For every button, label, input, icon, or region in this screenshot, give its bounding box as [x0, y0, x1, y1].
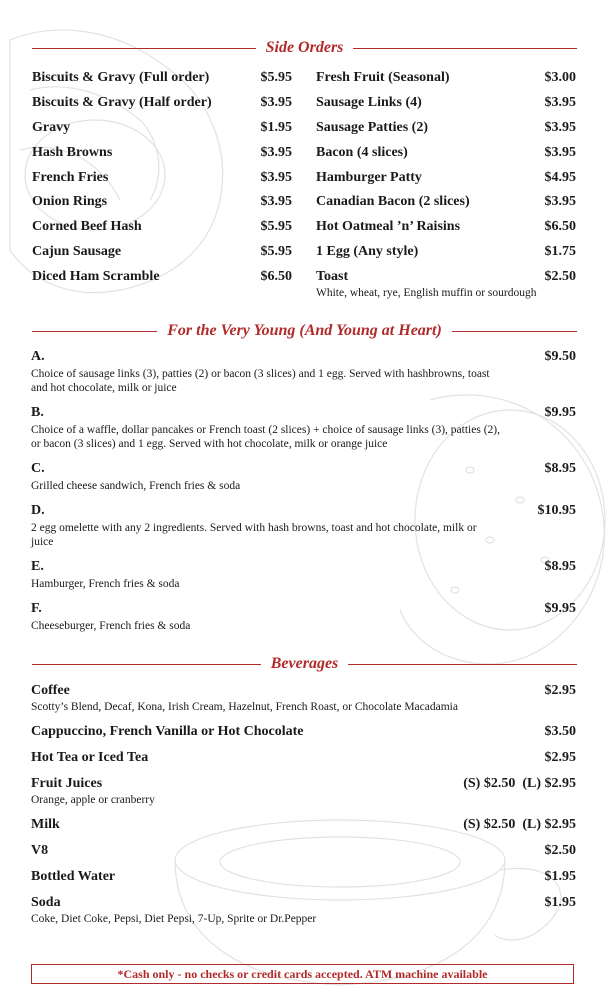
item-price: (S) $2.50 (L) $2.95 [463, 817, 576, 832]
item-price: $1.95 [260, 119, 292, 135]
item-head [31, 842, 576, 859]
item-head [31, 775, 576, 792]
header-rule-right [452, 331, 577, 332]
item-head [31, 348, 576, 365]
item-head [31, 600, 576, 617]
young-menu-item [31, 404, 576, 451]
item-name: Coffee [31, 683, 70, 698]
item-name: Hot Tea or Iced Tea [31, 750, 149, 765]
item-label: C. [31, 461, 45, 476]
item-price: $3.95 [544, 144, 576, 160]
side-order-item [32, 140, 292, 165]
header-rule-left [32, 331, 157, 332]
young-menu-item [31, 348, 576, 395]
item-price: $1.95 [544, 869, 576, 884]
item-price: $3.95 [260, 144, 292, 160]
item-label: A. [31, 349, 45, 364]
item-price: $9.95 [544, 405, 576, 420]
item-head [31, 502, 576, 519]
item-price: $9.95 [544, 601, 576, 616]
item-name: Sausage Links (4) [316, 95, 422, 111]
item-name: Hot Oatmeal ’n’ Raisins [316, 219, 461, 235]
item-price: $3.95 [260, 95, 292, 111]
item-description: Coke, Diet Coke, Pepsi, Diet Pepsi, 7-Up, Sprite or Dr.Pepper [31, 913, 317, 925]
side-order-item [316, 215, 576, 240]
side-order-item [32, 116, 292, 141]
item-price: $2.95 [544, 750, 576, 765]
side-orders-header [32, 38, 577, 58]
item-name: Bottled Water [31, 869, 116, 884]
side-order-item [316, 165, 576, 190]
side-order-item [316, 116, 576, 141]
item-price: $3.95 [544, 119, 576, 135]
item-description: 2 egg omelette with any 2 ingredients. Served with hash browns, toast and hot chocolate, milk or juice [31, 522, 477, 548]
item-price: $2.95 [544, 683, 576, 698]
item-name: Cappuccino, French Vanilla or Hot Chocolate [31, 724, 304, 739]
side-order-item [316, 264, 576, 289]
side-order-item [32, 190, 292, 215]
item-description: Hamburger, French fries & soda [31, 578, 180, 590]
item-name: 1 Egg (Any style) [316, 243, 419, 259]
item-head [31, 894, 576, 911]
item-price: $3.50 [544, 724, 576, 739]
item-head [31, 749, 576, 766]
side-order-item [32, 66, 292, 91]
item-head [31, 460, 576, 477]
item-price: $4.95 [544, 169, 576, 185]
item-label: E. [31, 559, 44, 574]
header-rule-left [32, 48, 256, 49]
item-description: Scotty’s Blend, Decaf, Kona, Irish Cream, Hazelnut, French Roast, or Chocolate Macadamia [31, 701, 458, 713]
beverage-item [31, 775, 576, 807]
item-name: Fruit Juices [31, 776, 103, 791]
item-price: $9.50 [544, 349, 576, 364]
beverage-item [31, 682, 576, 714]
item-head [31, 404, 576, 421]
item-price: $1.95 [544, 895, 576, 910]
side-order-item [316, 66, 576, 91]
item-name: Soda [31, 895, 61, 910]
item-price: $8.95 [544, 461, 576, 476]
side-order-item [316, 91, 576, 116]
side-orders-left-column [32, 66, 292, 289]
item-name: Diced Ham Scramble [32, 268, 160, 284]
item-name: Hamburger Patty [316, 169, 422, 185]
item-price: $5.95 [260, 219, 292, 235]
item-name: V8 [31, 843, 49, 858]
side-order-item [32, 91, 292, 116]
young-menu-list [31, 348, 576, 642]
side-order-item [32, 240, 292, 265]
young-title: For the Very Young (And Young at Heart) [167, 322, 442, 339]
item-name: French Fries [32, 169, 109, 185]
item-price: $6.50 [544, 219, 576, 235]
young-menu-item [31, 460, 576, 493]
header-rule-left [32, 664, 261, 665]
cash-only-notice [31, 964, 574, 984]
cash-only-notice-text: *Cash only - no checks or credit cards accepted. ATM machine available [117, 966, 488, 981]
side-orders-title: Side Orders [265, 39, 344, 56]
item-name: Biscuits & Gravy (Half order) [32, 95, 212, 111]
item-name: Biscuits & Gravy (Full order) [32, 70, 210, 86]
beverage-item [31, 894, 576, 926]
beverage-item [31, 723, 576, 740]
young-menu-item [31, 558, 576, 591]
item-price: $2.50 [544, 843, 576, 858]
item-price: $8.95 [544, 559, 576, 574]
header-rule-right [353, 48, 577, 49]
item-head [31, 723, 576, 740]
item-price: $3.95 [260, 169, 292, 185]
item-label: D. [31, 503, 45, 518]
item-description: Cheeseburger, French fries & soda [31, 620, 191, 632]
item-name: Hash Browns [32, 144, 113, 160]
beverages-list [31, 682, 576, 935]
item-name: Corned Beef Hash [32, 219, 142, 235]
item-price: $3.00 [544, 70, 576, 86]
side-orders-right-column [316, 66, 576, 299]
item-price: $10.95 [537, 503, 576, 518]
item-head [31, 558, 576, 575]
item-price: $3.95 [544, 95, 576, 111]
item-price: $2.50 [544, 268, 576, 284]
item-head [31, 868, 576, 885]
item-description: Orange, apple or cranberry [31, 794, 155, 806]
item-head [31, 682, 576, 699]
young-menu-item [31, 600, 576, 633]
item-price: $1.75 [544, 243, 576, 259]
item-name: Toast [316, 268, 349, 284]
item-price: $3.95 [544, 194, 576, 210]
young-header [32, 321, 577, 341]
beverages-header [32, 654, 577, 674]
item-price: $5.95 [260, 70, 292, 86]
beverage-item [31, 749, 576, 766]
item-description: Choice of sausage links (3), patties (2) or bacon (3 slices) and 1 egg. Served with hashbrowns, toast and hot chocolate, milk or juice [31, 368, 490, 394]
item-name: Gravy [32, 119, 71, 135]
item-name: Onion Rings [32, 194, 108, 210]
side-order-item [32, 264, 292, 289]
beverage-item [31, 868, 576, 885]
item-name: Canadian Bacon (2 slices) [316, 194, 470, 210]
item-label: B. [31, 405, 44, 420]
beverage-item [31, 816, 576, 833]
side-order-item [32, 165, 292, 190]
item-price: $3.95 [260, 194, 292, 210]
item-head [31, 816, 576, 833]
item-name: Fresh Fruit (Seasonal) [316, 70, 450, 86]
item-label: F. [31, 601, 42, 616]
side-order-item [32, 215, 292, 240]
young-menu-item [31, 502, 576, 549]
item-price: (S) $2.50 (L) $2.95 [463, 776, 576, 791]
item-description: Choice of a waffle, dollar pancakes or French toast (2 slices) + choice of sausage links (3), patties (2), or bacon (3 slices) and 1 egg. Served with hot chocolate, milk or orange juice [31, 424, 500, 450]
side-order-item [316, 190, 576, 215]
item-name: Cajun Sausage [32, 243, 122, 259]
item-price: $6.50 [260, 268, 292, 284]
item-description: White, wheat, rye, English muffin or sourdough [316, 287, 537, 300]
item-name: Bacon (4 slices) [316, 144, 408, 160]
item-price: $5.95 [260, 243, 292, 259]
header-rule-right [348, 664, 577, 665]
beverage-item [31, 842, 576, 859]
side-order-item [316, 240, 576, 265]
item-name: Milk [31, 817, 60, 832]
side-order-item [316, 140, 576, 165]
item-name: Sausage Patties (2) [316, 119, 428, 135]
item-description: Grilled cheese sandwich, French fries & soda [31, 480, 241, 492]
beverages-title: Beverages [270, 655, 339, 672]
